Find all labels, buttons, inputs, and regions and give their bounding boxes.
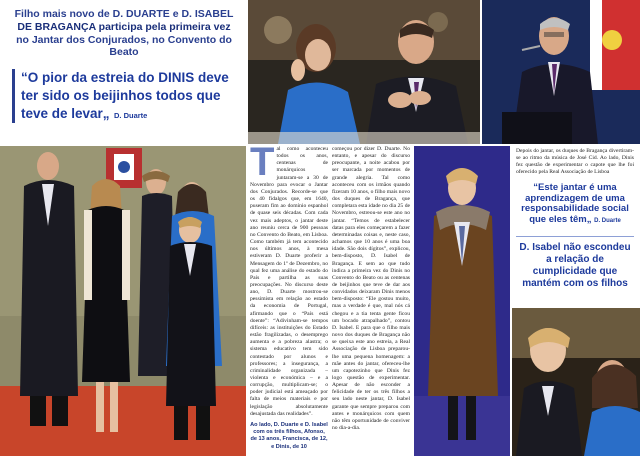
sidebar-caption: Depois do jantar, os duques de Bragança divertiram-se ao ritmo da música de José Cid. Ao lado, Dinis fez questão de experimentar o capote que lhe foi oferecido pela Real Associação de Lisboa [516,148,634,176]
headline-block [4,2,244,142]
sidebar-quote [516,183,634,227]
article-col2-text: começou por dizer D. Duarte. No entanto, e apesar do discurso preocupante, a noite acabou por ser marcada por momentos de grande alegria. Tal como aconteceu com os irmãos quando fizeram 10 anos, o filho mais novo dos duques de Bragança, que completara esta idade no dia 25 de Novembro, estreou-se este ano no jantar. “Temos de estabelecer datas para eles começarem a fazer determinadas coisas e, neste caso, achamos que 10 anos é uma boa idade. São dois dígitos”, explicou, bem-disposto, D. Isabel de Bragança. E sem ao que tudo indica a primeira vez do Dinis no Convento do Beato ou as centenas de beijinhos que teve de dar aos convidados deixaram Dinis menos bem-disposto: “Ele gostou muito, mas a verdade é que, mal nós cá chegou e a tia tenta gente ficou um bocado atrapalhado”, contou D. Isabel. E para que o filho mais novo dos duques de Bragança não se queixa este ano estreia, a Real Associação de Lisboa preparou-lhe uma pequena homenagem: a mãe antes do jantar, ofereceu-lhe um capotezinho que Dinis fez logo questão de experimentar. Apesar de não esconder a felicidade de ter os três filhos a seu lado neste jantar, D. Isabel garante que sempre preparou com antes e monárquicos com quem não têm oportunidade de conviver no dia-a-dia. [332,146,410,432]
intro-line-2: DE BRAGANÇA participa pela primeira vez [17,20,231,33]
intro-line-3: no Jantar dos Conjurados, no Convento do Beato [16,33,232,59]
dropcap: T [250,146,275,184]
intro-text [12,8,236,59]
sidebar-quote-author: D. Duarte [594,218,621,225]
sidebar-headline: D. Isabel não escondeu a relação de cumplicidade que mantém com os filhos [516,236,634,290]
sidebar-quote-text: “Este jantar é uma aprendizagem de uma responsabilidade social que eles têm„ [521,181,629,226]
pull-quote-text: “O pior da estreia do DINIS deve ter sido os beijinhos todos que teve de levar„ [21,70,229,122]
photo-mother-son [512,308,640,456]
photo-duarte-speaking [482,0,640,144]
sidebar-block [512,146,638,306]
photo-boy-cape [414,146,510,456]
pull-quote [12,69,236,123]
photo-couple-clapping [248,0,480,144]
family-photo-caption: Ao lado, D. Duarte e D. Isabel com os três filhos, Afonso, de 13 anos, Francisca, de 12, e Dinis, de 10 [250,421,328,450]
pull-quote-author: D. Duarte [114,111,148,121]
article-column-2 [332,146,410,454]
article-col1-text: al como aconteceu todos os anos, centenas de monárquicos juntaram-se a 30 de Novembro para evocar o Jantar dos Conjurados. Recorde-se que os 40 fidalgos que, em 1640, puseram fim ao domínio espanhol de quase seis décadas. Com cada vez mais adeptos, o jantar deste ano reuniu cerca de 900 pessoas no Convento do Beato, em Lisboa. Como também já tem acontecido nos últimos anos, à mesa estiveram D. Duarte proferir a Mensagem do 1º de Dezembro, no qual fez uma análise do estado do País e partilha as suas preocupações. No discurso deste ano, D. Duarte mostrou-se pessimista em relação ao estado da economia de Portugal, afirmando que o “País está doente”: “Adivinham-se tempos difíceis: as instituições do Estado estão fragilizadas, o desemprego aumenta e a pobreza alastra; o sistema educativo tem sido contestado por alunos e professores; a insegurança, a criminalidade organizada – violenta e económica – e a corrupção, multiplicam-se; o poder judicial está ameaçado por falta de meios materiais e por legislação absolutamente desajustada das realidades”. [250,146,328,417]
intro-line-1: Filho mais novo de D. DUARTE e D. ISABEL [14,8,234,20]
photo-family-portrait [0,146,246,456]
article-column-1 [250,146,328,454]
